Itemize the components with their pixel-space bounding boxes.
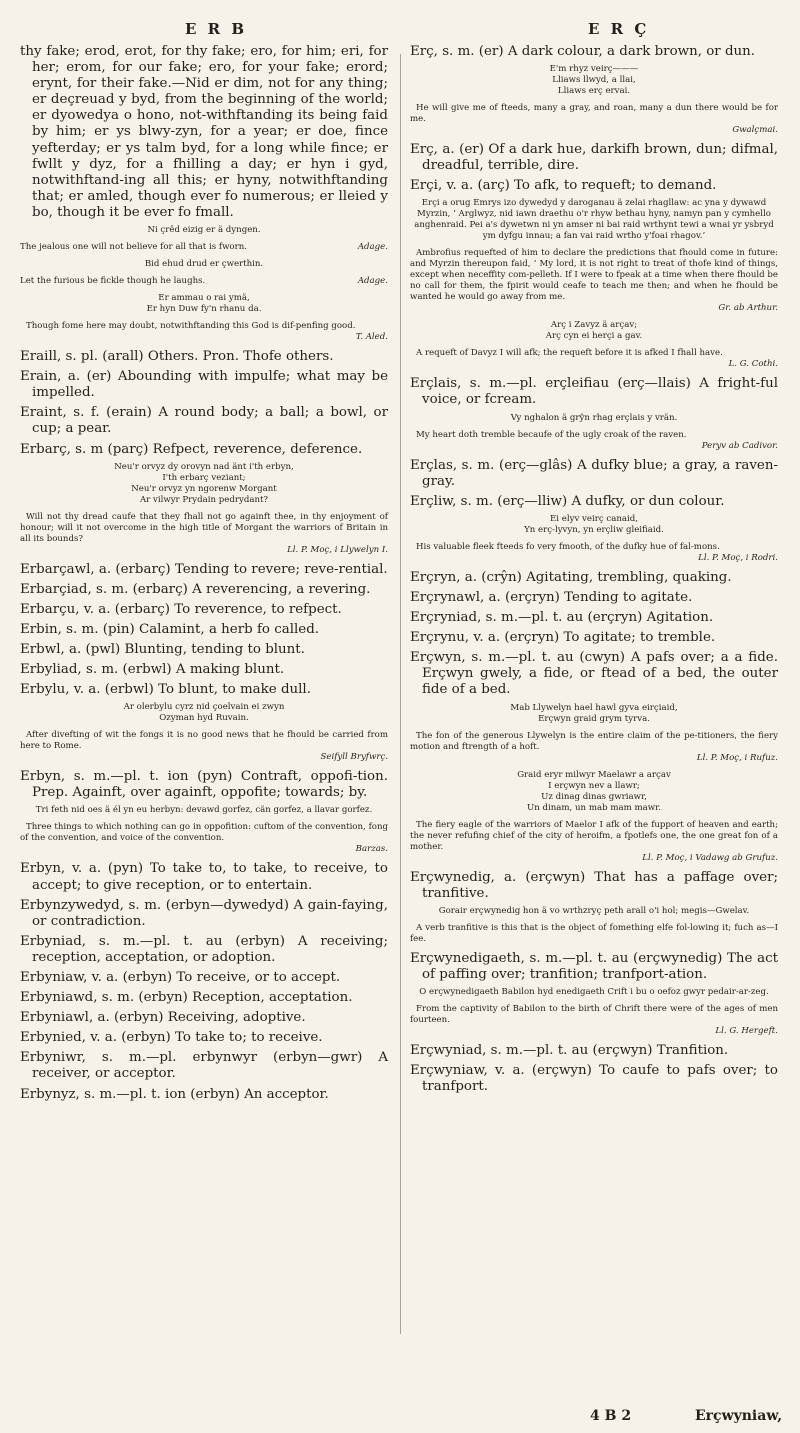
dictionary-entry: Erçrynawl, a. (erçryn) Tending to agitate. — [410, 589, 693, 605]
citation-block — [410, 320, 778, 342]
dictionary-entry: Erbyniwr, s. m.—pl. erbynwyr (erbyn—gwr) A receiver, or acceptor. — [20, 1050, 388, 1082]
welsh-quotation-line: Graid eryr milwyr Maelawr a arçav — [517, 769, 671, 780]
citation-block — [20, 225, 388, 236]
column-divider — [400, 54, 401, 1334]
dictionary-entry: Erçliw, s. m. (erç—lliw) A dufky, or dun colour. — [410, 493, 725, 509]
citation-source: Ll. P. Moç, i Vadawg ab Grufuz. — [642, 852, 778, 863]
dictionary-entry: Erçryn, a. (crŷn) Agitating, trembling, quaking. — [410, 569, 732, 585]
citation-block — [410, 820, 778, 864]
running-head-right: E R Ç — [588, 20, 650, 38]
citation-block — [410, 198, 778, 242]
citation-block — [410, 987, 778, 998]
citation-block — [410, 348, 778, 370]
translation-text: The fiery eagle of the warriors of Maelor I afk of the fupport of heaven and earth; the never refufing chief of the city of heroifm, a fpotlefs one, the one great fon of a mother. — [410, 819, 778, 852]
dictionary-entry: Erbyn, s. m.—pl. t. ion (pyn) Contraft, oppofi-tion. Prep. Againft, over againft, oppofite; towards; by. — [20, 769, 388, 801]
citation-block — [20, 730, 388, 763]
citation-source: Ll. P. Moç, i Llywelyn I. — [287, 544, 388, 555]
citation-block — [410, 413, 778, 424]
dictionary-entry: Erbyniad, s. m.—pl. t. au (erbyn) A receiving; reception, acceptation, or adoption. — [20, 933, 388, 965]
dictionary-entry: Erçwynedig, a. (erçwyn) That has a paffage over; tranfitive. — [410, 869, 778, 901]
citation-block — [20, 822, 388, 855]
citation-source: Peryv ab Cadivor. — [701, 440, 778, 451]
dictionary-entry: Erçlas, s. m. (erç—glâs) A dufky blue; a gray, a raven-gray. — [410, 457, 778, 489]
translation-text: Will not thy dread caufe that they fhall not go againft thee, in thy enjoyment of honour; will it not overcome in the high title of Morgant the warriors of Britain in all its bounds? — [20, 511, 388, 544]
welsh-quotation-line: O erçwynedigaeth Babilon hyd enedigaeth Crift i bu o oefoz gwyr pedair-ar-zeg. — [419, 986, 769, 997]
dictionary-entry: Erbynyz, s. m.—pl. t. ion (erbyn) An acceptor. — [20, 1086, 329, 1102]
welsh-quotation-line: Arç i Zavyz ä arçav; — [550, 320, 638, 331]
dictionary-entry: Erbyniaw, v. a. (erbyn) To receive, or to accept. — [20, 970, 341, 985]
welsh-quotation-line: Bid ehud drud er çwerthin. — [144, 259, 264, 270]
citation-source: Adage. — [357, 242, 388, 253]
translation-text: My heart doth tremble becaufe of the ugly croak of the raven. — [416, 429, 687, 440]
dictionary-entry: Erbin, s. m. (pin) Calamint, a herb fo called. — [20, 621, 320, 637]
dictionary-entry: Erçlais, s. m.—pl. erçleifiau (erç—llais) A fright-ful voice, or fcream. — [410, 376, 778, 408]
citation-block — [20, 512, 388, 556]
catchword: Erçwyniaw, — [695, 1408, 783, 1424]
dictionary-entry: Erbyn, v. a. (pyn) To take to, to take, to receive, to accept; to give reception, or to entertain. — [20, 861, 388, 893]
welsh-quotation-line: Erçwyn graid grym tyrva. — [538, 713, 650, 724]
dictionary-entry: Erbynied, v. a. (erbyn) To take to; to receive. — [20, 1030, 323, 1046]
citation-block — [20, 805, 388, 816]
dictionary-entry: Erçwyn, s. m.—pl. t. au (cwyn) A pafs over; a a fide. Erçwyn gwely, a fide, or ftead of a bed, the outer fide of a bed. — [410, 650, 778, 698]
welsh-quotation-line: Ni çrêd eizig er ä dyngen. — [147, 225, 261, 236]
translation-text: After divefting of wit the fongs it is no good news that he fhould be carried from here to Rome. — [20, 730, 388, 752]
citation-block — [20, 293, 388, 315]
welsh-quotation-line: Ei elyv veirç canaid, — [550, 513, 638, 524]
translation-text: The jealous one will not believe for all that is fworn. — [20, 242, 247, 253]
citation-block — [410, 731, 778, 764]
translation-with-source — [20, 242, 388, 253]
welsh-quotation-line: E'm rhyz veirç——— — [549, 64, 639, 75]
dictionary-entry: Erbarçu, v. a. (erbarç) To reverence, to refpect. — [20, 601, 342, 617]
welsh-quotation-line: Vy nghalon ä grŷn rhag erçlais y vrän. — [510, 412, 678, 423]
citation-block — [410, 923, 778, 945]
welsh-quotation-line: Lliaws llwyd, a llai, — [552, 75, 636, 86]
welsh-quotation-line: Mab Llywelyn hael hawl gyva eirçiaid, — [510, 702, 678, 713]
dictionary-entry: Erçwynedigaeth, s. m.—pl. t. au (erçwynedig) The act of paffing over; tranfition; tranfport-ation. — [410, 950, 778, 982]
citation-source: Gwalçmai. — [732, 125, 778, 136]
citation-block — [410, 542, 778, 564]
translation-text: He will give me of fteeds, many a gray, and roan, many a dun there would be for me. — [410, 103, 778, 125]
dictionary-entry: Erbwl, a. (pwl) Blunting, tending to blunt. — [20, 641, 305, 657]
citation-block — [410, 906, 778, 917]
citation-block — [410, 770, 778, 814]
dictionary-entry: Erçrynu, v. a. (erçryn) To agitate; to tremble. — [410, 630, 716, 646]
dictionary-entry: Erç, a. (er) Of a dark hue, darkifh brown, dun; difmal, dreadful, terrible, dire. — [410, 142, 778, 174]
citation-block — [410, 430, 778, 452]
citation-block — [20, 259, 388, 270]
citation-source: T. Aled. — [355, 332, 388, 343]
welsh-quotation-line: Er ammau o rai ymä, — [158, 293, 250, 304]
citation-source: Ll. P. Moç, i Rodri. — [698, 552, 778, 563]
translation-text: A verb tranfitive is this that is the object of fomething elfe fol-lowing it; fuch as—I fee. — [410, 922, 778, 944]
citation-source: Gr. ab Arthur. — [718, 303, 778, 314]
dictionary-entry: thy fake; erod, erot, for thy fake; ero, for him; eri, for her; erom, for our fake; ero, for your fake; erord; erynt, for their fake.—Nid er dim, not for any thing; er deçreuad y byd, from the beginning of the world; er dyowedya o hono, not-withftanding its being faid by him; er ys blwy-zyn, for a year; er doe, fince yefterday; er ys talm byd, for a long while fince; er fwllt y dyz, for a fhilling a day; er hyn i gyd, notwithftand-ing all this; er hyny, notwithftanding that; er amled, though ever fo numerous; er lleied y bo, though it be ever fo fmall. — [20, 44, 388, 220]
welsh-quotation-line: Ozyman hyd Ruvain. — [159, 713, 249, 724]
citation-source: Barzas. — [355, 844, 388, 855]
dictionary-entry: Eraill, s. pl. (arall) Others. Pron. Thofe others. — [20, 349, 334, 365]
translation-text: From the captivity of Babilon to the birth of Chrift there were of the ages of men fourteen. — [410, 1003, 778, 1025]
citation-source: L. G. Cothi. — [728, 359, 778, 370]
dictionary-entry: Erain, a. (er) Abounding with impulfe; what may be impelled. — [20, 369, 388, 401]
translation-with-source — [20, 276, 388, 287]
translation-text: A requeft of Davyz I will afk; the requeft before it is afked I fhall have. — [416, 348, 723, 359]
welsh-quotation-line: Arç cyn ei herçi a gav. — [545, 331, 643, 342]
right-column — [410, 44, 778, 1099]
citation-source: Ll. P. Moç, i Rufuz. — [696, 752, 778, 763]
welsh-quotation-line: Ar olerbylu cyrz nid çoelvain ei zwyn — [123, 702, 285, 713]
welsh-quotation-line: Yn erç-lyvyn, yn erçliw gleifiaid. — [524, 524, 664, 535]
welsh-quotation-line: Neu'r orvyz yn ngorenw Morgant — [131, 483, 277, 494]
translation-text: His valuable fleek fteeds fo very fmooth, of the dufky hue of fal-mons. — [416, 541, 720, 552]
dictionary-entry: Erbyniawl, a. (erbyn) Receiving, adoptive. — [20, 1010, 306, 1026]
dictionary-entry: Erç, s. m. (er) A dark colour, a dark brown, or dun. — [410, 44, 756, 59]
signature-mark: 4 B 2 — [590, 1408, 632, 1424]
citation-block — [410, 1004, 778, 1037]
welsh-quotation-line: I erçwyn nev a llawr; — [548, 780, 640, 791]
dictionary-entry: Erçi, v. a. (arç) To afk, to requeft; to demand. — [410, 178, 717, 194]
translation-text: Let the furious be fickle though he laughs. — [20, 276, 206, 287]
translation-text: Though fome here may doubt, notwithftanding this God is dif-penfing good. — [26, 321, 356, 332]
dictionary-entry: Erbyliad, s. m. (erbwl) A making blunt. — [20, 662, 285, 678]
dictionary-entry: Erbarçawl, a. (erbarç) Tending to revere; reve-rential. — [20, 561, 388, 577]
citation-block — [410, 103, 778, 136]
dictionary-entry: Erbarçiad, s. m. (erbarç) A reverencing, a revering. — [20, 581, 371, 597]
running-head-left: E R B — [185, 20, 248, 38]
citation-block — [410, 64, 778, 97]
dictionary-entry: Erbylu, v. a. (erbwl) To blunt, to make dull. — [20, 682, 311, 698]
welsh-quotation-line: Tri feth nid oes ä él yn eu herbyn: devawd gorfez, cän gorfez, a llavar gorfez. — [35, 805, 373, 816]
welsh-quotation-line: Lliaws erç ervai. — [557, 86, 631, 97]
welsh-quotation-line: I'th erbarç veziant; — [162, 472, 246, 483]
dictionary-entry: Erbarç, s. m (parç) Refpect, reverence, deference. — [20, 441, 363, 457]
welsh-quotation-line: Un dinam, un mab mam mawr. — [526, 802, 661, 813]
citation-block — [20, 321, 388, 343]
dictionary-entry: Erçryniad, s. m.—pl. t. au (erçryn) Agitation. — [410, 610, 714, 626]
welsh-quotation-line: Uz dinag dinas gwriawr, — [541, 791, 647, 802]
citation-block — [20, 242, 388, 253]
translation-text: Ambrofius requefted of him to declare the predictions that fhould come in future: and Myrzin thereupon faid, ‘ My lord, it is not right to treat of thofe kind of things, except when neceffity com-pelleth. If I were to fpeak at a time when there fhould be no call for them, the fpirit would ceafe to teach me then; and when he fhould be wanted he would go away from me. — [410, 248, 778, 303]
welsh-quotation-line: Er hyn Duw fy'n rhanu da. — [146, 304, 262, 315]
citation-block — [410, 248, 778, 314]
left-column — [20, 44, 388, 1107]
welsh-quotation-line: Erçi a orug Emrys izo dywedyd y daroganau ä zelai rhagllaw: ac yna y dywawd Myrzin, ‘ Arglwyz, nid iawn draethu o'r rhyw bethau hyny, namyn pan y cymhello anghenraid. Pei a's dywetwn ni yn amser ni bai raid wrthynt tewi a wnai yr ysbryd ym dyfgu innau; a fan vai raid wrtho y'foai rhagov.’ — [414, 198, 774, 242]
citation-block — [410, 703, 778, 725]
citation-source: Seifyll Bryfwrç. — [320, 752, 388, 763]
dictionary-entry: Erbynzywedyd, s. m. (erbyn—dywedyd) A gain-faying, or contradiction. — [20, 897, 388, 929]
citation-block — [20, 462, 388, 506]
welsh-quotation-line: Gorair erçwynedig hon ä vo wrthzryç peth arall o'i hol; megis—Gwelav. — [438, 905, 750, 916]
citation-block — [20, 276, 388, 287]
dictionary-entry: Eraint, s. f. (erain) A round body; a ball; a bowl, or cup; a pear. — [20, 405, 388, 437]
welsh-quotation-line: Neu'r orvyz dy orovyn nad änt i'th erbyn, — [114, 461, 294, 472]
dictionary-entry: Erçwyniaw, v. a. (erçwyn) To caufe to pafs over; to tranfport. — [410, 1062, 778, 1095]
dictionary-entry: Erbyniawd, s. m. (erbyn) Reception, acceptation. — [20, 990, 353, 1006]
citation-block — [410, 514, 778, 536]
citation-source: Adage. — [357, 276, 388, 287]
dictionary-entry: Erçwyniad, s. m.—pl. t. au (erçwyn) Tranfition. — [410, 1042, 729, 1058]
translation-text: Three things to which nothing can go in oppofition: cuftom of the convention, fong of the convention, and voice of the convention. — [20, 822, 388, 844]
translation-text: The fon of the generous Llywelyn is the entire claim of the pe-titioners, the fiery motion and ftrength of a hoft. — [410, 730, 778, 752]
citation-source: Ll. G. Hergeft. — [715, 1025, 778, 1036]
citation-block — [20, 702, 388, 724]
welsh-quotation-line: Ar vilwyr Prydain pedrydant? — [139, 494, 269, 505]
